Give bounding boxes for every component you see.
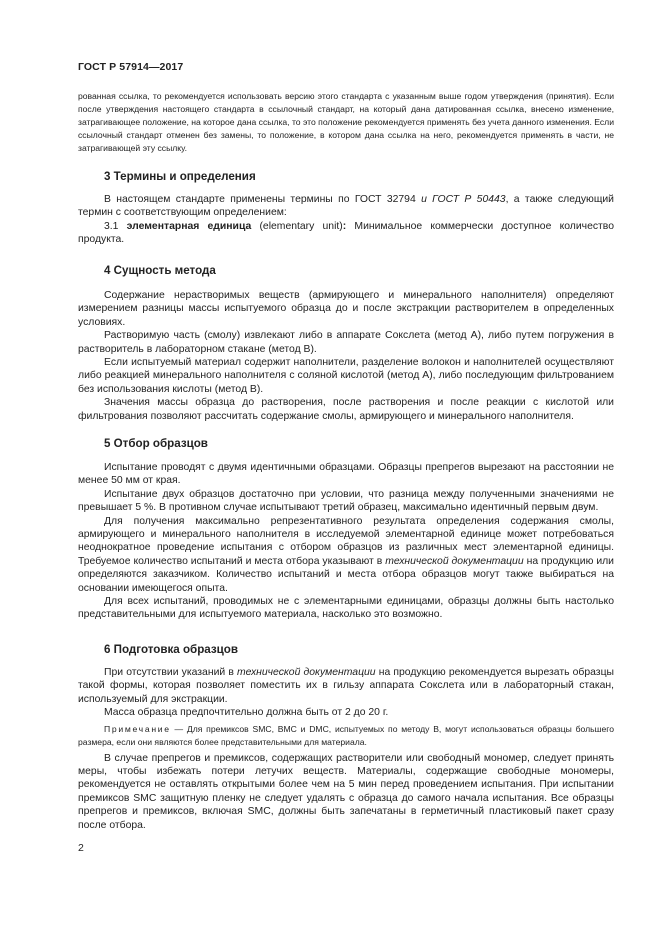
- section-5-body: [78, 461, 614, 622]
- section-4-title: 4 Сущность метода: [104, 264, 216, 277]
- section-5-paragraph-3: Для получения максимально репрезентативного результата определения содержания смолы, армирующего и минерального наполнителя в исследуемой элементарной единице может потребоваться неоднократное проведение испытания с отбором образцов из различных мест элементарной единицы. Требуемое количество испытаний и места отбора указывают в технической документации на продукцию или определяются заказчиком. Количество испытаний и места отбора образцов могут также выбираться на основании имеющегося опыта.: [78, 515, 614, 594]
- section-4-paragraph-1: Содержание нерастворимых веществ (армирующего и минерального наполнителя) определяют измерением разницы массы испытуемого образца до и после экстракции растворителем в определенных условиях.: [78, 290, 614, 328]
- term-definition: 3.1 элементарная единица (elementary unit): Минимальное коммерчески доступное количество продукта.: [78, 220, 614, 246]
- section-6-body: [78, 666, 614, 832]
- note-label: Примечание: [104, 723, 171, 734]
- document-header: ГОСТ Р 57914—2017: [78, 61, 184, 73]
- section-6-paragraph-3: В случае препрегов и премиксов, содержащих растворители или свободный мономер, следует принять меры, чтобы избежать потери летучих веществ. Материалы, содержащие свободные мономеры, рекомендуется не оставлять открытыми более чем на 5 мин перед проведением испытания. При испытании премиксов SMC защитную пленку не следует удалять с образца до самого начала испытания. Все образцы препрегов и премиксов, включая SMC, должны быть запечатаны в герметичный пластиковый пакет сразу после отбора.: [78, 752, 614, 831]
- section-5-paragraph-4: Для всех испытаний, проводимых не с элементарными единицами, образцы должны быть настолько представительными для испытуемого материала, насколько это возможно.: [78, 596, 614, 621]
- section-6-paragraph-1: При отсутствии указаний в технической документации на продукцию рекомендуется вырезать образцы такой формы, которая позволяет поместить их в гильзу аппарата Сокслета или в лабораторный стакан, используемый для экстракции.: [78, 667, 614, 705]
- section-6-paragraph-2: Масса образца предпочтительно должна быть от 2 до 20 г.: [104, 707, 389, 719]
- page-number: 2: [78, 842, 84, 854]
- section-5-paragraph-1: Испытание проводят с двумя идентичными образцами. Образцы препрегов вырезают на расстоянии не менее 50 мм от края.: [78, 462, 614, 487]
- intro-paragraph: рованная ссылка, то рекомендуется использовать версию этого стандарта с указанным выше годом утверждения (принятия). Если после утверждения настоящего стандарта в ссылочный стандарт, на который дана датированная ссылка, внесено изменение, затрагивающее положение, на которое дана ссылка, то это положение рекомендуется применять без учета данного изменения. Если ссылочный стандарт отменен без замены, то положение, в котором дана ссылка на него, рекомендуется применять в части, не затрагивающей эту ссылку.: [78, 91, 614, 154]
- section-6-title: 6 Подготовка образцов: [104, 643, 238, 656]
- section-5-title: 5 Отбор образцов: [104, 437, 208, 450]
- section-5-paragraph-2: Испытание двух образцов достаточно при условии, что разница между полученными значениями не превышает 5 %. В противном случае испытывают третий образец, максимально идентичный первым двум.: [78, 488, 614, 514]
- section-4-body: [78, 289, 614, 423]
- note: Примечание — Для премиксов SMC, BMC и DMC, испытуемых по методу В, могут использоваться образцы большего размера, если они являются более представительными для материала.: [78, 723, 614, 747]
- section-4-paragraph-3: Если испытуемый материал содержит наполнители, разделение волокон и наполнителей осуществляют либо реакцией минерального наполнителя с соляной кислотой (метод А), либо последующим фильтрованием без использования кислоты (метод В).: [78, 357, 614, 395]
- section-4-paragraph-2: Растворимую часть (смолу) извлекают либо в аппарате Сокслета (метод А), либо путем погружения в растворитель в лабораторном стакане (метод В).: [78, 330, 614, 355]
- section-3-title: 3 Термины и определения: [104, 170, 256, 183]
- section-3-paragraph: В настоящем стандарте применены термины по ГОСТ 32794 и ГОСТ Р 50443, а также следующий термин с соответствующим определением:: [78, 194, 614, 219]
- section-3-body: [78, 193, 614, 247]
- section-4-paragraph-4: Значения массы образца до растворения, после растворения и после реакции с кислотой или фильтрования позволяют рассчитать содержание смолы, армирующего и минерального наполнителя.: [78, 397, 614, 422]
